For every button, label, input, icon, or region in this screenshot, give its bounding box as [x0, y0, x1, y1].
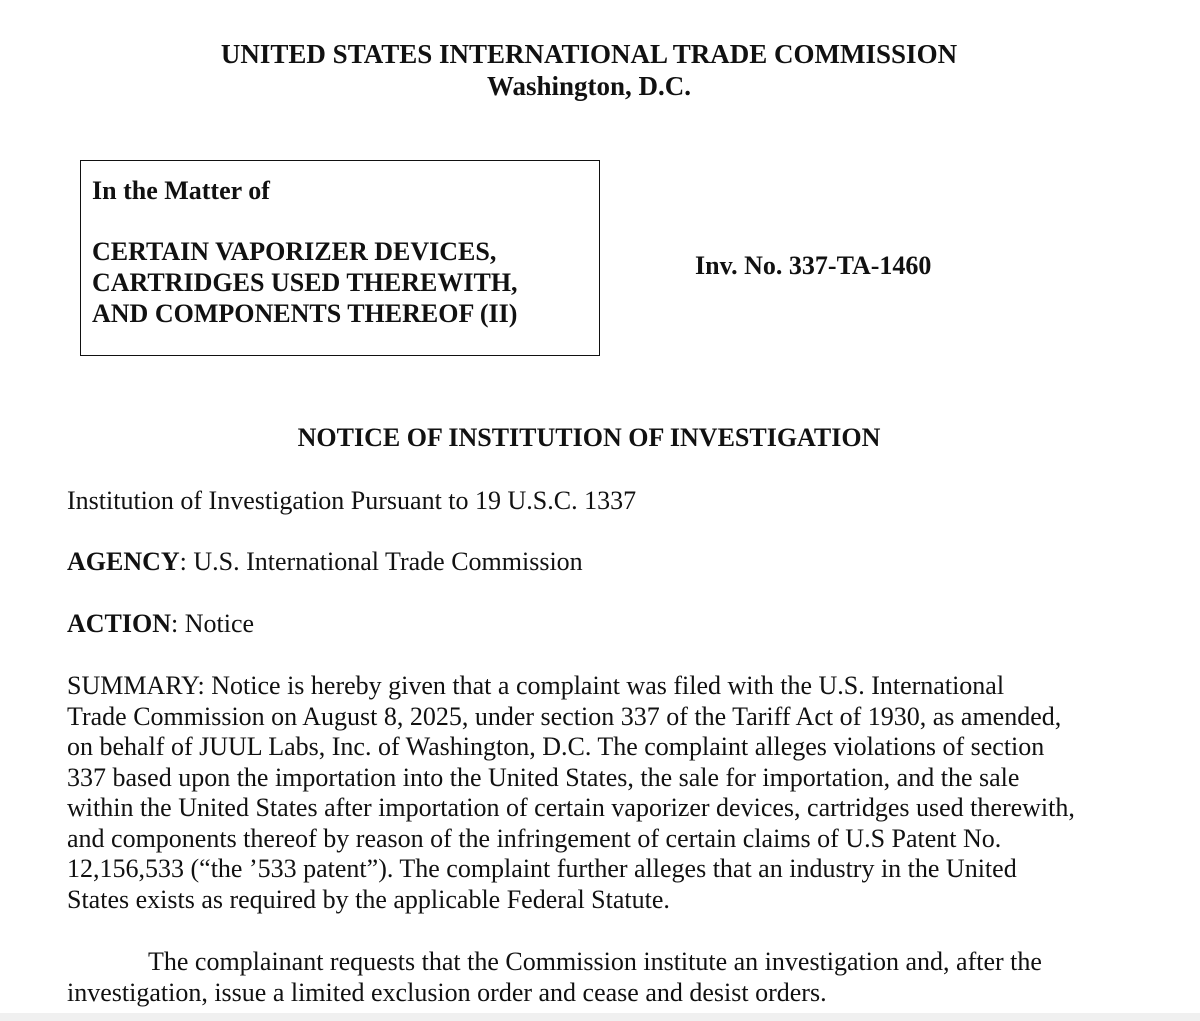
action-label: ACTION: [67, 609, 172, 638]
caption-title-line: CERTAIN VAPORIZER DEVICES,: [92, 237, 497, 266]
investigation-number: Inv. No. 337-TA-1460: [695, 251, 932, 280]
summary-line: and components thereof by reason of the infringement of certain claims of U.S Patent No.: [67, 823, 1002, 853]
summary-line: States exists as required by the applicable Federal Statute.: [67, 884, 670, 914]
summary-line: 337 based upon the importation into the United States, the sale for importation, and the sale: [67, 762, 1020, 792]
matter-label: In the Matter of: [92, 176, 270, 205]
summary-line: SUMMARY: Notice is hereby given that a complaint was filed with the U.S. International: [67, 671, 1005, 700]
agency-heading: UNITED STATES INTERNATIONAL TRADE COMMISSION: [220, 39, 958, 69]
request-line: investigation, issue a limited exclusion order and cease and desist orders.: [67, 977, 827, 1007]
action-value: : Notice: [171, 609, 255, 638]
caption-title-line: AND COMPONENTS THEREOF (II): [92, 299, 518, 328]
agency-line: [67, 546, 583, 577]
request-line: The complainant requests that the Commission institute an investigation and, after the: [148, 947, 1042, 976]
agency-value: : U.S. International Trade Commission: [179, 547, 583, 576]
summary-line: Trade Commission on August 8, 2025, under section 337 of the Tariff Act of 1930, as amended,: [67, 701, 1062, 731]
summary-line: 12,156,533 (“the ’533 patent”). The complaint further alleges that an industry in the United: [67, 854, 1017, 883]
summary-line: within the United States after importation of certain vaporizer devices, cartridges used therewith,: [67, 793, 1075, 822]
location-heading: Washington, D.C.: [486, 71, 692, 101]
summary-paragraph: [67, 671, 1127, 915]
request-paragraph: [67, 947, 1127, 1008]
summary-line: on behalf of JUUL Labs, Inc. of Washington, D.C. The complaint alleges violations of section: [67, 732, 1045, 761]
action-line: [67, 608, 254, 639]
notice-subtitle: Institution of Investigation Pursuant to 19 U.S.C. 1337: [67, 486, 637, 515]
caption-title-line: CARTRIDGES USED THEREWITH,: [92, 268, 518, 297]
agency-label: AGENCY: [67, 547, 180, 576]
notice-title: NOTICE OF INSTITUTION OF INVESTIGATION: [297, 423, 881, 452]
page-bottom-edge: [0, 1013, 1200, 1021]
